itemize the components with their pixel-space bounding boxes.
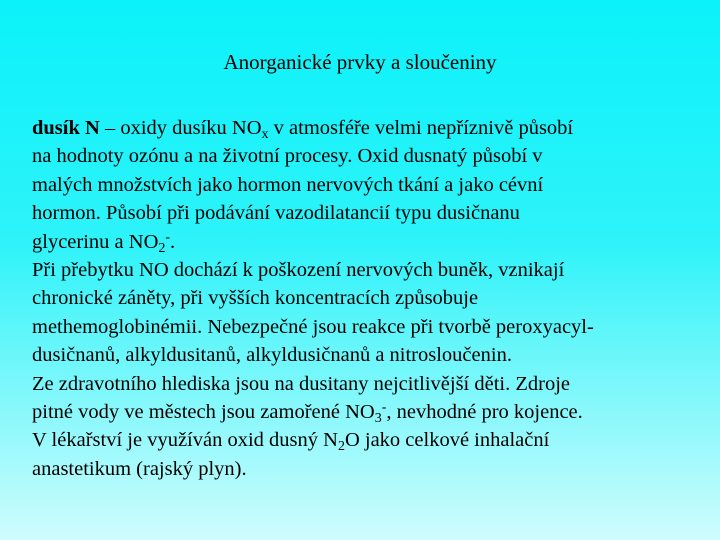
element-name: dusík N — [32, 117, 100, 139]
subscript: x — [261, 127, 269, 142]
body-line — [32, 313, 702, 341]
body-text-run: glycerinu a NO — [32, 230, 159, 253]
body-text-run: – oxidy dusíku NO — [99, 117, 262, 139]
body-line — [32, 284, 702, 312]
subscript: 3 — [374, 411, 382, 427]
body-text-run: anastetikum (rajský plyn). — [32, 457, 247, 480]
body-text-run: v atmosféře velmi nepříznivě působí — [268, 117, 574, 139]
body-text-run: O jako celkové inhalační — [344, 429, 550, 452]
body-text-run: dusičnanů, alkyldusitanů, alkyldusičnanů a nitrosloučenin. — [32, 344, 512, 367]
body-line — [32, 142, 702, 170]
body-line — [32, 426, 702, 454]
body-line — [32, 370, 702, 398]
body-text-run: Ze zdravotního hlediska jsou na dusitany nejcitlivější děti. Zdroje — [32, 372, 570, 395]
body-text-run: , nevhodné pro kojence. — [386, 401, 583, 424]
subscript: 2 — [158, 240, 166, 256]
superscript: - — [381, 400, 387, 416]
body-text-run: na hodnoty ozónu a na životní procesy. Oxid dusnatý působí v — [32, 145, 543, 168]
body-line — [32, 256, 702, 284]
body-line — [32, 199, 702, 227]
body-line — [32, 114, 702, 142]
body-text-run: chronické záněty, při vyšších koncentracích způsobuje — [32, 287, 479, 310]
body-text-run: . — [170, 230, 176, 253]
body-text-run: V lékařství je využíván oxid dusný N — [32, 429, 338, 452]
body-text-run: malých množstvích jako hormon nervových tkání a jako cévní — [32, 173, 544, 196]
body-text-run: hormon. Působí při podávání vazodilatancií typu dusičnanu — [32, 202, 520, 225]
body-line — [32, 171, 702, 199]
body-line — [32, 455, 702, 483]
body-line — [32, 228, 702, 256]
body-text-run: Při přebytku NO dochází k poškození nervových buněk, vznikají — [32, 259, 565, 282]
slide-title: Anorganické prvky a sloučeniny — [223, 50, 497, 74]
body-text-run: methemoglobinémii. Nebezpečné jsou reakce při tvorbě peroxyacyl- — [32, 315, 594, 338]
body-line — [32, 398, 702, 426]
body-text-run: pitné vody ve městech jsou zamořené NO — [32, 401, 375, 424]
slide-body-text — [32, 114, 702, 483]
body-line — [32, 341, 702, 369]
superscript: - — [165, 229, 171, 245]
subscript: 2 — [337, 439, 345, 455]
